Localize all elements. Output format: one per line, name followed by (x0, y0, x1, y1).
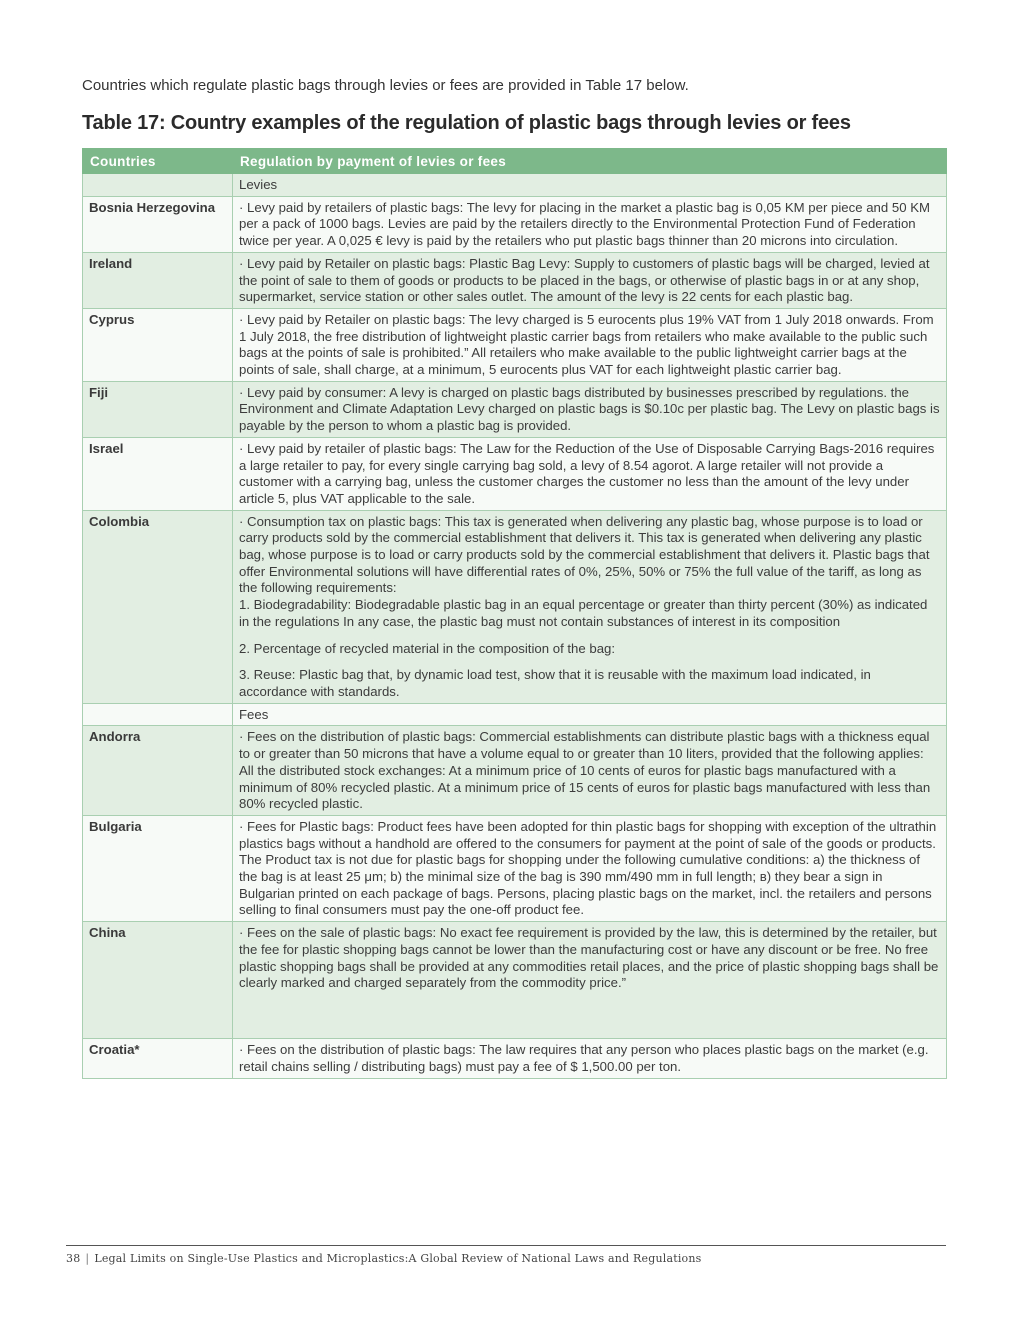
section-row-fees (83, 703, 947, 726)
footer-divider (66, 1245, 946, 1246)
country-cell: Cyprus (83, 308, 233, 381)
regulation-cell: · Levy paid by Retailer on plastic bags: Plastic Bag Levy: Supply to customers of plastic bags will be charged, levied at the point of sale to them of goods or products to be placed in the bags, or otherwise of plastic bags in or at any shop, supermarket, service station or other sales outlet. The amount of the levy is 22 cents for each plastic bag. (233, 252, 947, 308)
country-cell: Bosnia Herzegovina (83, 196, 233, 252)
table-row (83, 726, 947, 816)
table-row (83, 1039, 947, 1078)
regulation-cell (233, 510, 947, 703)
table-row (83, 510, 947, 703)
country-cell: Bulgaria (83, 815, 233, 921)
country-cell: Ireland (83, 252, 233, 308)
regulation-cell: · Fees for Plastic bags: Product fees have been adopted for thin plastic bags for shopping with exception of the ultrathin plastics bags without a handhold are offered to the consumers for payment at the point of sale of the goods or products. The Product tax is not due for plastic bags for shopping under the following cumulative conditions: a) the thickness of the bag is at least 25 μm; b) the minimal size of the bag is 390 mm/490 mm in full length; в) they bear a sign in Bulgarian printed on each package of bags. Persons, placing plastic bags on the market, incl. the retailers and persons selling to final consumers must pay the one-off product fee. (233, 815, 947, 921)
section-country-cell (83, 703, 233, 726)
section-label-fees: Fees (233, 703, 947, 726)
table-row (83, 381, 947, 437)
country-cell: Croatia* (83, 1039, 233, 1078)
table-row (83, 308, 947, 381)
regulation-cell: · Fees on the distribution of plastic bags: The law requires that any person who places plastic bags on the market (e.g. retail chains selling / distributing bags) must pay a fee of $ 1,500.00 per ton. (233, 1039, 947, 1078)
regulation-cell: · Levy paid by consumer: A levy is charged on plastic bags distributed by businesses prescribed by regulations. the Environment and Climate Adaptation Levy charged on plastic bags is $0.10c per plastic bag. The Levy on plastic bags is payable by the person to whom a plastic bag is provided. (233, 381, 947, 437)
regulation-cell: · Levy paid by Retailer on plastic bags: The levy charged is 5 eurocents plus 19% VAT from 1 July 2018 onwards. From 1 July 2018, the free distribution of lightweight plastic carrier bags from retailers who make available to the public such bags at the points of sale is prohibited.” All retailers who make available to the public lightweight carrier bags at the points of sale, shall charge, at a minimum, 5 eurocents plus VAT for each lightweight plastic carrier bag. (233, 308, 947, 381)
colombia-paragraph-reuse: 3. Reuse: Plastic bag that, by dynamic load test, show that it is reusable with the maximum load indicated, in accordance with standards. (239, 667, 871, 699)
section-country-cell (83, 174, 233, 197)
country-cell: Israel (83, 437, 233, 510)
table-row (83, 922, 947, 1039)
country-cell: Fiji (83, 381, 233, 437)
table-row (83, 196, 947, 252)
publication-title: Legal Limits on Single-Use Plastics and Microplastics:A Global Review of National Laws and Regulations (94, 1252, 702, 1265)
page-footer (66, 1252, 946, 1265)
header-countries: Countries (83, 149, 233, 174)
colombia-paragraph-intro: · Consumption tax on plastic bags: This tax is generated when delivering any plastic bag, whose purpose is to load or carry products sold by the commercial establishment that delivers it. This tax is generated when delivering any plastic bag, whose purpose is to load or carry products sold by the commercial establishment that delivers it. Plastic bags that offer Environmental solutions will have differential rates of 0%, 25%, 50% or 75% the full value of the tariff, as long as the following requirements: (239, 513, 930, 596)
table-row (83, 437, 947, 510)
colombia-paragraph-biodegradability: 1. Biodegradability: Biodegradable plastic bag in an equal percentage or greater than thirty percent (30%) as indicated in the regulations In any case, the plastic bag must not contain substances of interest in its composition (239, 597, 928, 629)
footer-separator: | (85, 1252, 90, 1265)
section-label-levies: Levies (233, 174, 947, 197)
table-row (83, 252, 947, 308)
header-regulation: Regulation by payment of levies or fees (233, 149, 947, 174)
table-header-row (83, 149, 947, 174)
table-title: Table 17: Country examples of the regulation of plastic bags through levies or fees (82, 112, 851, 134)
colombia-paragraph-recycled: 2. Percentage of recycled material in the composition of the bag: (239, 640, 616, 656)
country-cell: Andorra (83, 726, 233, 816)
country-cell: Colombia (83, 510, 233, 703)
intro-text: Countries which regulate plastic bags through levies or fees are provided in Table 17 below. (82, 77, 689, 94)
page-number: 38 (66, 1252, 81, 1265)
regulation-cell: · Fees on the sale of plastic bags: No exact fee requirement is provided by the law, this is determined by the retailer, but the fee for plastic shopping bags cannot be lower than the manufacturing cost or have any discount or be free. No free plastic shopping bags shall be provided at any commodities retail places, and the price of plastic shopping bags shall be clearly marked and charged separately from the commodity price.” (233, 922, 947, 1039)
regulation-cell: · Levy paid by retailers of plastic bags: The levy for placing in the market a plastic bag is 0,05 KM per piece and 50 KM per a pack of 1000 bags. Levies are paid by the retailers directly to the Environmental Protection Fund of Federation twice per year. A 0,025 € levy is paid by the retailers who put plastic bags thinner than 20 microns into circulation. (233, 196, 947, 252)
regulation-table (82, 148, 947, 1079)
regulation-cell: · Fees on the distribution of plastic bags: Commercial establishments can distribute plastic bags with a thickness equal to or greater than 50 microns that have a volume equal to or greater than 10 liters, provided that the following applies: All the distributed stock exchanges: At a minimum price of 10 cents of euros for plastic bags manufactured with a minimum of 80% recycled plastic. At a minimum price of 15 cents of euros for plastic bags manufactured with less than 80% recycled plastic. (233, 726, 947, 816)
regulation-cell: · Levy paid by retailer of plastic bags: The Law for the Reduction of the Use of Disposable Carrying Bags-2016 requires a large retailer to pay, for every single carrying bag sold, a levy of 8.54 agorot. A large retailer will not provide a customer with a carrying bag, unless the customer charges the customer no less than the amount of the levy under article 5, plus VAT applicable to the sale. (233, 437, 947, 510)
section-row-levies (83, 174, 947, 197)
table-row (83, 815, 947, 921)
country-cell: China (83, 922, 233, 1039)
